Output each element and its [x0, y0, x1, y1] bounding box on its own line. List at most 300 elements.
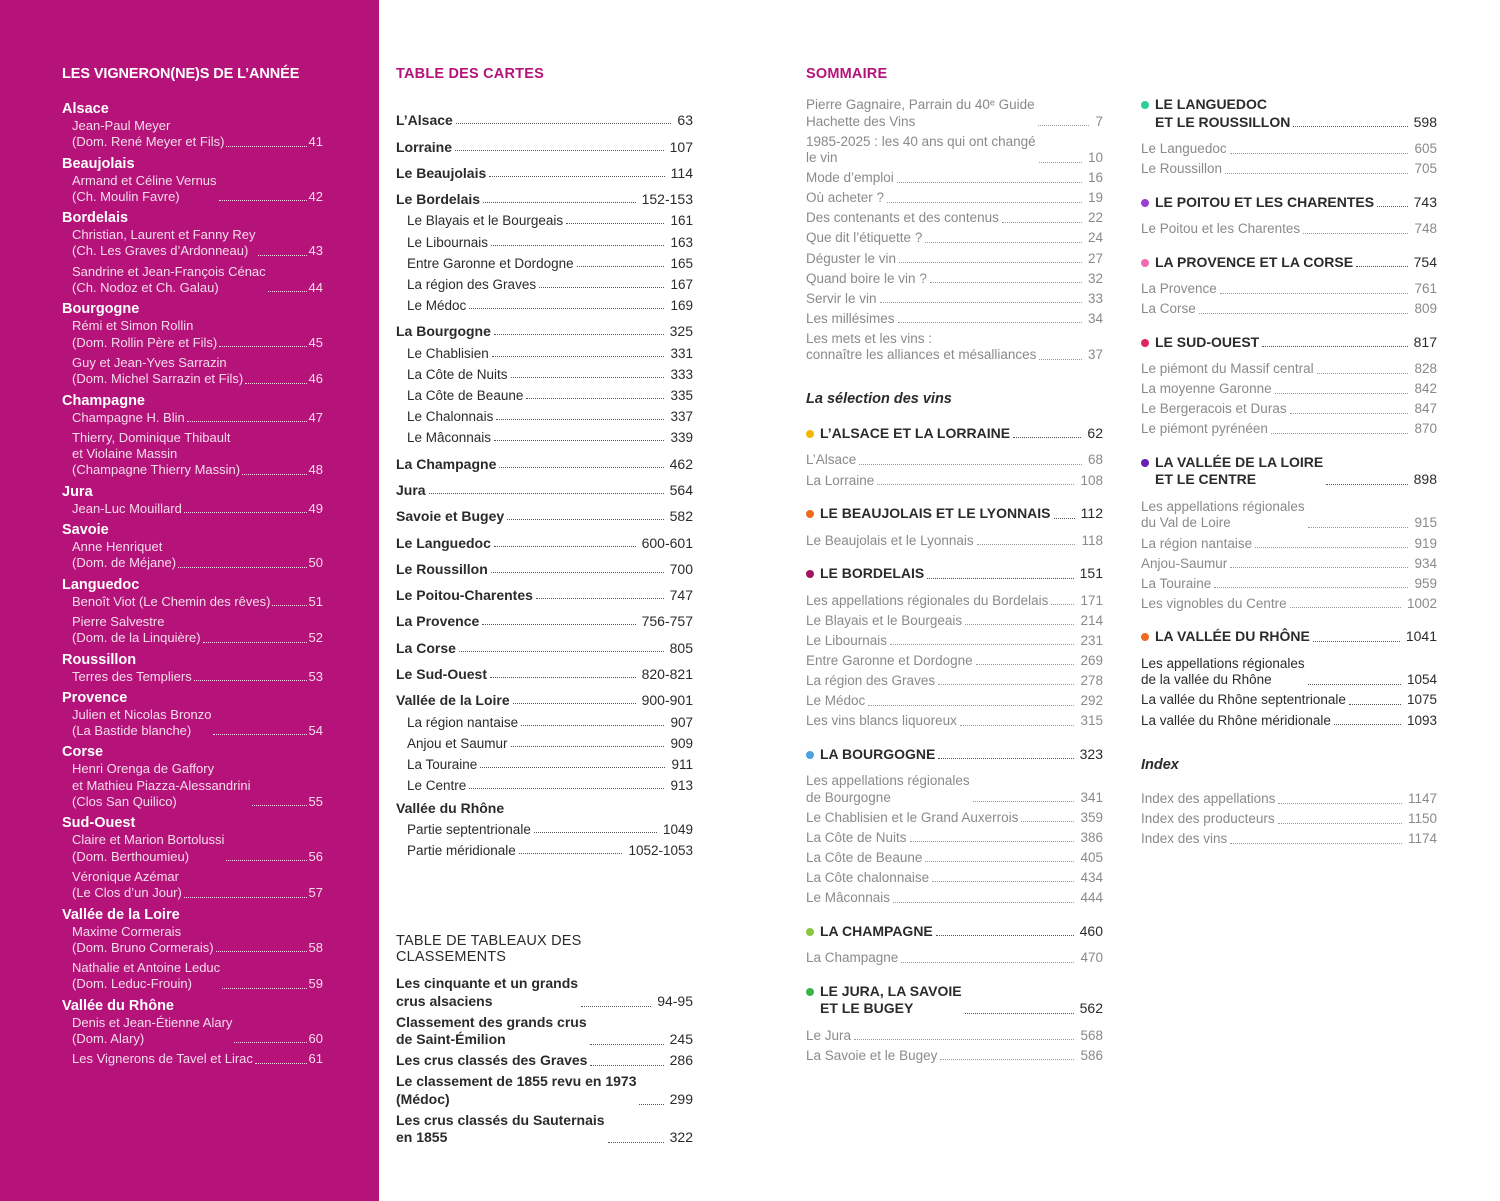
vigneron-entry: [62, 173, 323, 206]
page-number: 292: [1080, 693, 1103, 708]
page-number: 934: [1414, 555, 1437, 571]
page-number: 286: [669, 1052, 693, 1069]
entry-label: La Corse: [1141, 301, 1196, 317]
sub-region-entry: [806, 693, 1103, 710]
region-color-dot: [1141, 259, 1149, 267]
vigneron-entry: [62, 594, 323, 610]
dot-leader: [511, 746, 665, 747]
region-title: LA BOURGOGNE: [820, 745, 936, 762]
page-number: 359: [1080, 809, 1103, 825]
dot-leader: [1038, 125, 1090, 126]
region-color-dot: [806, 988, 814, 996]
entry-label: Les appellations régionales du Val de Loire: [1141, 498, 1305, 531]
dot-leader: [1290, 413, 1409, 414]
sub-region-entry: [806, 950, 1103, 967]
dot-leader: [581, 1006, 651, 1007]
page-number: 337: [670, 409, 693, 425]
page-number: 107: [669, 138, 693, 155]
entry-label: La région des Graves: [806, 672, 936, 688]
classements-title: TABLE DE TABLEAUX DES CLASSEMENTS: [396, 933, 582, 965]
sub-region-entry: [806, 473, 1103, 490]
region-heading-label: [1141, 454, 1323, 489]
region-section: [806, 746, 1103, 907]
entry-label: La Touraine: [1141, 575, 1212, 591]
dot-leader: [1334, 724, 1401, 725]
page-number: 299: [669, 1090, 693, 1107]
entry-label: Le Blayais et le Bourgeais: [806, 612, 963, 628]
entry-label: Le Libournais: [407, 234, 489, 250]
dot-leader: [1199, 313, 1409, 314]
region-color-dot: [806, 928, 814, 936]
dot-leader: [1054, 518, 1075, 519]
page-number: 27: [1087, 250, 1103, 266]
page-number: 817: [1413, 333, 1437, 350]
sub-region-entry: [806, 713, 1103, 730]
sub-region-entry: [1141, 161, 1437, 178]
dot-leader: [226, 146, 306, 147]
region-section: [806, 425, 1103, 489]
vigneron-region: [62, 814, 323, 901]
page-number: 1093: [1406, 712, 1437, 728]
region-color-dot: [1141, 199, 1149, 207]
dot-leader: [492, 356, 665, 357]
page-number: 33: [1087, 290, 1103, 306]
region-name: Vallée du Rhône: [62, 997, 174, 1014]
map-entry: [396, 424, 693, 445]
region-heading-label: [806, 983, 962, 1018]
entry-label: Servir le vin: [806, 290, 877, 306]
page-number: 911: [671, 756, 693, 772]
entry-label: Les millésimes: [806, 310, 895, 326]
sommaire-entry: [806, 134, 1103, 167]
dot-leader: [496, 419, 664, 420]
entry-label: Le Languedoc: [1141, 141, 1227, 156]
entry-label: Benoît Viot (Le Chemin des rêves): [72, 593, 271, 609]
vigneron-entry: [62, 264, 323, 297]
dot-leader: [868, 705, 1074, 706]
page-number: 41: [308, 134, 323, 150]
dot-leader: [1230, 153, 1409, 154]
sommaire-entry: [806, 291, 1103, 308]
entry-label: Nathalie et Antoine Leduc (Dom. Leduc-Frouin): [72, 960, 221, 992]
page-number: 56: [308, 848, 323, 864]
region-heading-label: [1141, 194, 1374, 212]
entry-label: La Corse: [396, 639, 456, 656]
page-number: 598: [1413, 113, 1437, 130]
sub-region-entry: [1141, 499, 1437, 532]
dot-leader: [1230, 567, 1408, 568]
entry-label: Lorraine: [396, 138, 453, 155]
dot-leader: [938, 684, 1074, 685]
region-color-dot: [806, 510, 814, 518]
entry-label: Partie septentrionale: [407, 822, 531, 838]
region-color-dot: [806, 430, 814, 438]
entry-label: La Côte de Beaune: [806, 849, 923, 865]
sub-region-entry: [806, 773, 1103, 806]
dot-leader: [930, 282, 1082, 283]
entry-label: Classement des grands crus de Saint-Émilion: [396, 1013, 587, 1048]
entry-label: Les crus classés des Graves: [396, 1052, 588, 1069]
region-title: L’ALSACE ET LA LORRAINE: [820, 424, 1011, 441]
sommaire-entry: [806, 331, 1103, 364]
region-name: Bordelais: [62, 210, 129, 227]
page-number: 47: [308, 409, 323, 425]
map-entry: [396, 772, 693, 793]
region-title: LE BORDELAIS: [820, 565, 925, 582]
page-number: 161: [670, 213, 693, 229]
region-heading: [1141, 194, 1437, 212]
sub-region-entry: [1141, 281, 1437, 298]
dot-leader: [252, 805, 306, 806]
region-title: LA VALLÉE DU RHÔNE: [1155, 628, 1310, 645]
entry-label: Le piémont pyrénéen: [1141, 421, 1268, 437]
entry-label: Mode d’emploi: [806, 170, 894, 186]
dot-leader: [194, 680, 307, 681]
dot-leader: [521, 725, 664, 726]
sub-region-entry: [1141, 421, 1437, 438]
dot-leader: [1278, 803, 1402, 804]
page-number: 913: [670, 778, 693, 794]
dot-leader: [893, 902, 1074, 903]
dot-leader: [219, 200, 307, 201]
region-section: [806, 983, 1103, 1065]
sub-region-entry: [1141, 713, 1437, 730]
sommaire-groups-continued: [1141, 96, 1437, 729]
page-number: 45: [308, 334, 323, 350]
dot-leader: [925, 861, 1074, 862]
dot-leader: [590, 1044, 664, 1045]
table-des-cartes: [396, 66, 693, 858]
entry-label: Terres des Templiers: [72, 668, 192, 684]
page-number: 245: [669, 1031, 693, 1048]
entry-label: Les crus classés du Sauternais en 1855: [396, 1111, 605, 1146]
dot-leader: [258, 255, 307, 256]
sommaire-continued: [1141, 96, 1437, 851]
vignerons-list: [62, 100, 323, 1068]
region-heading-label: [1141, 334, 1259, 352]
region-name: Vallée de la Loire: [62, 906, 180, 923]
vigneron-entry: [62, 669, 323, 685]
page-number: 333: [670, 366, 693, 382]
region-heading: [806, 746, 1103, 764]
entry-label: Les appellations régionales du Bordelais: [806, 592, 1049, 608]
map-entry: [396, 816, 693, 837]
vignerons-panel: [0, 0, 379, 1201]
vigneron-entry: [62, 501, 323, 517]
page-number: 1002: [1406, 595, 1437, 611]
entry-label: Le piémont du Massif central: [1141, 361, 1314, 377]
sommaire-entry: [806, 311, 1103, 328]
dot-leader: [899, 262, 1082, 263]
vigneron-region: [62, 997, 323, 1068]
entry-label: Le Mâconnais: [806, 890, 891, 906]
dot-leader: [1039, 359, 1082, 360]
sub-region-entry: [806, 633, 1103, 650]
page-number: 59: [308, 976, 323, 992]
sub-region-entry: [806, 533, 1103, 550]
dot-leader: [511, 377, 665, 378]
dot-leader: [483, 202, 636, 203]
entry-label: Entre Garonne et Dordogne: [407, 255, 574, 271]
page-number: 214: [1080, 612, 1103, 628]
dot-leader: [1255, 547, 1408, 548]
dot-leader: [187, 421, 307, 422]
entry-label: Le Roussillon: [396, 560, 488, 577]
page-number: 462: [669, 455, 693, 472]
page-number: 809: [1414, 301, 1437, 317]
region-heading: [1141, 454, 1437, 489]
entry-label: La région nantaise: [1141, 535, 1253, 551]
page-number: 44: [308, 280, 323, 296]
sub-region-entry: [806, 452, 1103, 469]
page-number: 60: [308, 1030, 323, 1046]
ranking-entry: [396, 1014, 693, 1050]
entry-label: Le Libournais: [806, 632, 888, 648]
region-name: Corse: [62, 744, 104, 761]
entry-label: La Champagne: [396, 455, 497, 472]
dot-leader: [245, 383, 306, 384]
dot-leader: [1278, 823, 1402, 824]
entry-label: Julien et Nicolas Bronzo (La Bastide blanche): [72, 706, 212, 739]
entry-label: Entre Garonne et Dordogne: [806, 652, 973, 668]
dot-leader: [960, 725, 1075, 726]
page-number: 54: [308, 723, 323, 739]
entry-label: 1985-2025 : les 40 ans qui ont changé le vin: [806, 133, 1036, 166]
region-heading: [806, 923, 1103, 941]
page-number: 323: [1079, 745, 1103, 762]
entry-label: Les mets et les vins : connaître les alliances et mésalliances: [806, 330, 1037, 363]
region-name: Alsace: [62, 101, 109, 117]
dot-leader: [1225, 173, 1408, 174]
page-number: 434: [1080, 869, 1103, 885]
region-heading-label: [806, 505, 1051, 523]
dot-leader: [965, 1013, 1074, 1014]
region-name: Beaujolais: [62, 155, 135, 172]
page-number: 805: [669, 639, 693, 656]
dot-leader: [216, 951, 307, 952]
cartes-title: TABLE DES CARTES: [396, 66, 544, 82]
region-heading-label: [806, 746, 935, 764]
entry-label: La Provence: [396, 613, 480, 630]
region-heading-label: [806, 425, 1010, 443]
entry-label: La Touraine: [407, 756, 478, 772]
dot-leader: [965, 624, 1074, 625]
sub-region-entry: [1141, 301, 1437, 318]
region-section: [1141, 96, 1437, 178]
dot-leader: [1275, 393, 1409, 394]
dot-leader: [932, 881, 1074, 882]
page-number: 167: [670, 276, 693, 292]
region-title: LE SUD-OUEST: [1155, 333, 1260, 350]
cartes-list: [396, 102, 693, 858]
map-entry: [396, 629, 693, 655]
sub-region-entry: [1141, 692, 1437, 709]
dot-leader: [494, 334, 664, 335]
dot-leader: [219, 346, 306, 347]
page-number: 582: [669, 508, 693, 525]
dot-leader: [1303, 233, 1408, 234]
map-entry: [396, 181, 693, 207]
dot-leader: [901, 962, 1074, 963]
entry-label: La Côte de Nuits: [806, 829, 907, 845]
dot-leader: [469, 308, 664, 309]
entry-label: La Champagne: [806, 950, 899, 966]
page-number: 16: [1087, 170, 1103, 186]
entry-label: Rémi et Simon Rollin (Dom. Rollin Père et Fils): [72, 318, 218, 350]
entry-label: Maxime Cormerais (Dom. Bruno Cormerais): [72, 923, 214, 955]
sommaire: [806, 66, 1103, 1080]
page-number: 586: [1080, 1047, 1103, 1063]
region-color-dot: [806, 570, 814, 578]
page-number: 1054: [1406, 672, 1437, 688]
page-number: 470: [1080, 950, 1103, 966]
region-section: [1141, 628, 1437, 729]
page-number: 151: [1079, 565, 1103, 582]
page-number: 828: [1414, 361, 1437, 377]
region-name: Bourgogne: [62, 301, 140, 318]
sub-region-entry: [1141, 381, 1437, 398]
page-number: 1147: [1407, 791, 1437, 807]
dot-leader: [1349, 704, 1401, 705]
page-number: 900-901: [641, 692, 693, 709]
sub-region-entry: [806, 593, 1103, 610]
entry-label: Pierre Salvestre (Dom. de la Linquière): [72, 613, 201, 646]
page-number: 43: [308, 243, 323, 259]
ranking-entry: [396, 1073, 693, 1109]
page-number: 842: [1414, 381, 1437, 397]
region-name: Champagne: [62, 392, 145, 409]
vigneron-entry: [62, 832, 323, 865]
sommaire-entry: [806, 251, 1103, 268]
entry-label: Guy et Jean-Yves Sarrazin (Dom. Michel Sarrazin et Fils): [72, 354, 244, 387]
vigneron-region: [62, 743, 323, 810]
entry-label: Le Bergeracois et Duras: [1141, 401, 1287, 417]
dot-leader: [178, 567, 306, 568]
index-entry: [1141, 791, 1437, 808]
dot-leader: [608, 1142, 664, 1143]
page-number: 756-757: [641, 613, 693, 630]
page-number: 114: [670, 164, 693, 181]
vigneron-entry: [62, 1051, 323, 1067]
page-number: 325: [669, 323, 693, 340]
entry-label: La moyenne Garonne: [1141, 381, 1272, 397]
entry-label: Le Sud-Ouest: [396, 666, 488, 683]
dot-leader: [940, 1059, 1074, 1060]
page-number: 1049: [662, 822, 693, 838]
sommaire-title: SOMMAIRE: [806, 66, 888, 82]
dot-leader: [213, 734, 306, 735]
region-heading-label: [1141, 254, 1353, 272]
map-entry: [396, 603, 693, 629]
dot-leader: [938, 758, 1073, 759]
dot-leader: [536, 598, 664, 599]
dot-leader: [566, 223, 664, 224]
ranking-entry: [396, 1112, 693, 1148]
page-number: 870: [1414, 421, 1437, 437]
region-heading: [806, 505, 1103, 523]
vigneron-entry: [62, 1015, 323, 1048]
vigneron-region: [62, 155, 323, 206]
page-number: 51: [308, 593, 323, 609]
page-number: 46: [308, 371, 323, 387]
page-number: 1174: [1407, 831, 1437, 847]
entry-label: Le Beaujolais: [396, 164, 487, 181]
sommaire-entry: [806, 190, 1103, 207]
vignerons-title: LES VIGNERON(NE)S DE L’ANNÉE: [62, 66, 300, 82]
entry-label: La Côte de Nuits: [407, 366, 508, 382]
page-number: 231: [1080, 632, 1103, 648]
map-entry: [396, 751, 693, 772]
dot-leader: [494, 546, 636, 547]
vigneron-region: [62, 483, 323, 517]
page-number: 169: [670, 298, 693, 314]
sommaire-intro-list: [806, 97, 1103, 364]
sommaire-entry: [806, 170, 1103, 187]
page-number: 165: [670, 255, 693, 271]
entry-label: Le Poitou et les Charentes: [1141, 221, 1301, 237]
map-entry: [396, 339, 693, 360]
page-number: 747: [669, 587, 693, 604]
dot-leader: [226, 860, 306, 861]
map-entry: [396, 403, 693, 424]
vigneron-region: [62, 576, 323, 647]
dot-leader: [976, 664, 1075, 665]
entry-label: La Lorraine: [806, 472, 875, 488]
sub-region-entry: [1141, 401, 1437, 418]
vigneron-region: [62, 906, 323, 993]
dot-leader: [526, 398, 664, 399]
index-list: [1141, 791, 1437, 848]
region-section: [1141, 254, 1437, 318]
entry-label: L’Alsace: [806, 452, 857, 468]
dot-leader: [1271, 433, 1409, 434]
region-heading-label: [806, 565, 924, 583]
dot-leader: [639, 1104, 663, 1105]
page-number: 10: [1087, 150, 1103, 166]
entry-label: Savoie et Bugey: [396, 508, 505, 525]
entry-label: Le Chalonnais: [407, 409, 494, 425]
region-title: LE BEAUJOLAIS ET LE LYONNAIS: [820, 505, 1051, 522]
sub-region-entry: [806, 1028, 1103, 1045]
dot-leader: [1308, 527, 1409, 528]
vigneron-entry: [62, 924, 323, 957]
dot-leader: [491, 245, 664, 246]
page-number: 34: [1087, 310, 1103, 326]
entry-label: La Côte chalonnaise: [806, 869, 930, 885]
vigneron-region: [62, 300, 323, 387]
entry-label: La région des Graves: [407, 276, 537, 292]
sommaire-groups: [806, 425, 1103, 1064]
sommaire-entry: [806, 97, 1103, 130]
page-number: 57: [308, 885, 323, 901]
dot-leader: [272, 605, 306, 606]
page-number: 58: [308, 939, 323, 955]
page-number: 61: [308, 1051, 323, 1067]
page-number: 820-821: [641, 666, 693, 683]
page-number: 53: [308, 668, 323, 684]
entry-label: Quand boire le vin ?: [806, 270, 927, 286]
entry-label: La région nantaise: [407, 714, 519, 730]
dot-leader: [890, 644, 1074, 645]
dot-leader: [534, 832, 657, 833]
page-number: 915: [1414, 515, 1437, 531]
vigneron-region: [62, 651, 323, 685]
dot-leader: [1313, 641, 1400, 642]
dot-leader: [539, 287, 664, 288]
page-number: 269: [1080, 652, 1103, 668]
entry-label: Jean-Paul Meyer (Dom. René Meyer et Fils): [72, 118, 225, 150]
sub-region-entry: [806, 850, 1103, 867]
